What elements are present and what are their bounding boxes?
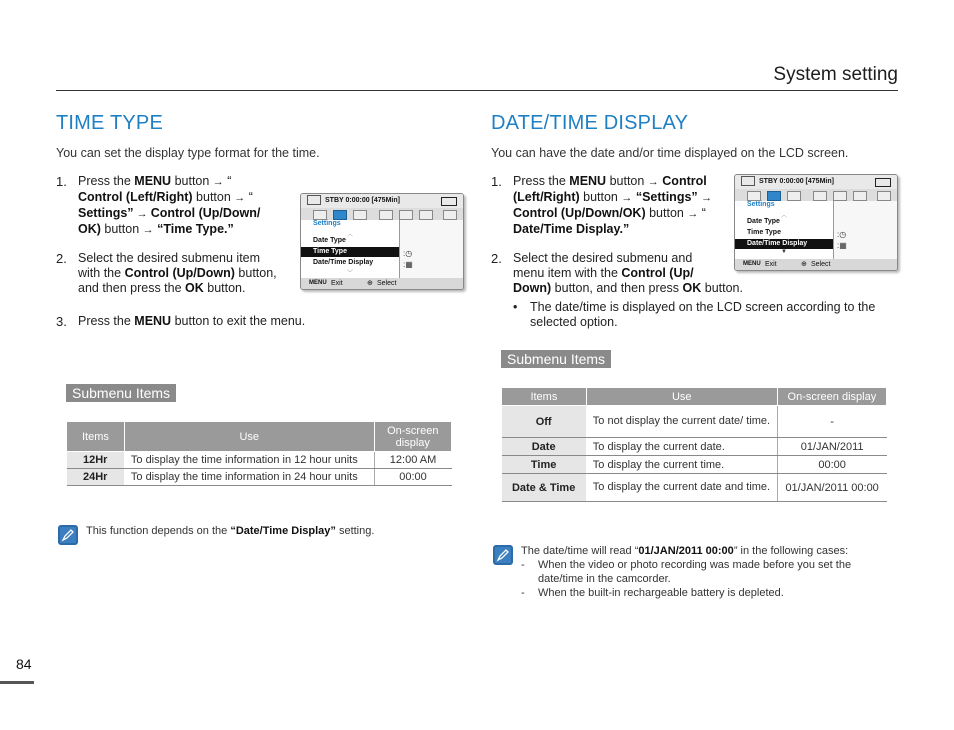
table-row: 24Hr To display the time information in 24 hour units 00:00 [67, 469, 452, 486]
camera-mode-icon [741, 176, 755, 186]
lcd-menu-item[interactable]: Date/Time Display [313, 259, 374, 266]
lcd-menu-item-selected[interactable]: Date/Time Display [735, 239, 833, 249]
calendar-icon: :▦ [403, 260, 413, 269]
lcd-footer: MENU Exit ⊕ Select [735, 259, 897, 270]
time-type-step-2: 2. Select the desired submenu item with the Control (Up/Down) button, and then press the OK button. [56, 251, 277, 295]
note-icon [58, 525, 78, 545]
camera-mode-icon [307, 195, 321, 205]
arrow-icon: → [701, 192, 713, 204]
lcd-menu-icon-row [301, 208, 463, 220]
lcd-settings-menu [735, 201, 834, 259]
date-time-note: The date/time will read “01/JAN/2011 00:00” in the following cases: - When the video or photo recording was made before you set the date/time in the camcorder. - When the built-in rechargeable battery is depleted. [521, 545, 852, 599]
lcd-menu-header: Settings [747, 201, 775, 208]
table-header: On-screen display [374, 422, 451, 452]
arrow-icon: → [212, 176, 224, 188]
table-header: Use [586, 388, 777, 406]
table-row: Off To not display the current date/ time. - [502, 406, 887, 438]
grid-icon [747, 191, 761, 201]
time-type-note: This function depends on the “Date/Time Display” setting. [86, 525, 375, 537]
table-header: Use [124, 422, 374, 452]
page-section-title: System setting [773, 64, 898, 85]
date-time-step-2: 2. Select the desired submenu and menu item with the Control (Up/ Down) button, and then press OK button. [491, 251, 743, 295]
note-icon [493, 545, 513, 565]
mode-icon [399, 210, 413, 220]
table-header: Items [502, 388, 587, 406]
lcd-menu-item[interactable]: Date Type [313, 237, 346, 244]
gear-icon [333, 210, 347, 220]
bullet-icon: • [513, 300, 518, 314]
table-row: Time To display the current time. 00:00 [502, 456, 887, 474]
arrow-icon: → [142, 224, 154, 236]
scroll-down-icon: ﹀ [347, 271, 354, 277]
setting-icon [813, 191, 827, 201]
select-icon: ⊕ [801, 261, 807, 268]
gear-icon [767, 191, 781, 201]
dash-bullet: - [521, 587, 525, 599]
select-icon: ⊕ [367, 280, 373, 287]
clock-icon: :◷ [837, 230, 847, 239]
image-icon [353, 210, 367, 220]
setting-icon [379, 210, 393, 220]
time-type-intro: You can set the display type format for the time. [56, 146, 320, 160]
lcd-settings-menu [301, 220, 400, 278]
submenu-items-label: Submenu Items [66, 384, 176, 402]
table-row: 12Hr To display the time information in 12 hour units 12:00 AM [67, 452, 452, 469]
arrow-icon: → [621, 192, 633, 204]
lcd-screen-time-type [300, 193, 464, 290]
submenu-items-label: Submenu Items [501, 350, 611, 368]
quality-icon [877, 191, 891, 201]
page-number: 84 [16, 656, 32, 672]
date-time-display-title: DATE/TIME DISPLAY [491, 112, 689, 134]
date-time-display-table [501, 387, 887, 502]
battery-icon [441, 197, 457, 206]
lcd-menu-item[interactable]: Date Type [747, 218, 780, 225]
table-header: On-screen display [777, 388, 886, 406]
ratio-icon [853, 191, 867, 201]
mode-icon [833, 191, 847, 201]
time-type-table [66, 421, 452, 486]
lcd-status-bar: STBY 0:00:00 [475Min] [301, 194, 463, 208]
ratio-icon [419, 210, 433, 220]
scroll-down-icon: ▼ [781, 249, 787, 255]
lcd-screen-date-time-display [734, 174, 898, 271]
step-number: 2. [491, 251, 502, 266]
arrow-icon: → [133, 208, 151, 220]
step-number: 1. [56, 174, 67, 189]
date-time-display-intro: You can have the date and/or time displayed on the LCD screen. [491, 146, 849, 160]
lcd-menu-item[interactable]: Time Type [747, 229, 781, 236]
lcd-menu-header: Settings [313, 220, 341, 227]
lcd-menu-icon-row [735, 189, 897, 201]
date-time-bullet: • The date/time is displayed on the LCD screen according to the selected option. [513, 300, 876, 329]
image-icon [787, 191, 801, 201]
step-number: 1. [491, 174, 502, 189]
arrow-icon: → [647, 176, 659, 188]
scroll-up-icon: ︿ [781, 213, 788, 219]
step-number: 2. [56, 251, 67, 266]
scroll-up-icon: ︿ [347, 232, 354, 238]
lcd-footer: MENU Exit ⊕ Select [301, 278, 463, 289]
date-time-step-1: 1. Press the MENU button → Control (Left/Right) button → “Settings” → Control (Up/Down/OK) button → “ Date/Time Display.” [491, 174, 713, 236]
quality-icon [443, 210, 457, 220]
lcd-status-bar: STBY 0:00:00 [475Min] [735, 175, 897, 189]
lcd-menu-item-selected[interactable]: Time Type [301, 247, 399, 257]
header-divider [56, 90, 898, 91]
dash-bullet: - [521, 559, 525, 571]
time-type-step-3: 3. Press the MENU button to exit the menu. [56, 314, 306, 329]
time-type-title: TIME TYPE [56, 112, 164, 134]
calendar-icon: :▦ [837, 241, 847, 250]
battery-icon [875, 178, 891, 187]
table-row: Date & Time To display the current date and time. 01/JAN/2011 00:00 [502, 474, 887, 502]
table-header: Items [67, 422, 125, 452]
table-row: Date To display the current date. 01/JAN/2011 [502, 438, 887, 456]
grid-icon [313, 210, 327, 220]
time-type-step-1: 1. Press the MENU button → “ Control (Left/Right) button → “ Settings” → Control (Up/Down/ OK) button → “Time Type.” [56, 174, 261, 236]
arrow-icon: → [687, 208, 699, 220]
clock-icon: :◷ [403, 249, 413, 258]
page-number-rule [0, 681, 34, 684]
arrow-icon: → [234, 192, 246, 204]
step-number: 3. [56, 314, 67, 329]
